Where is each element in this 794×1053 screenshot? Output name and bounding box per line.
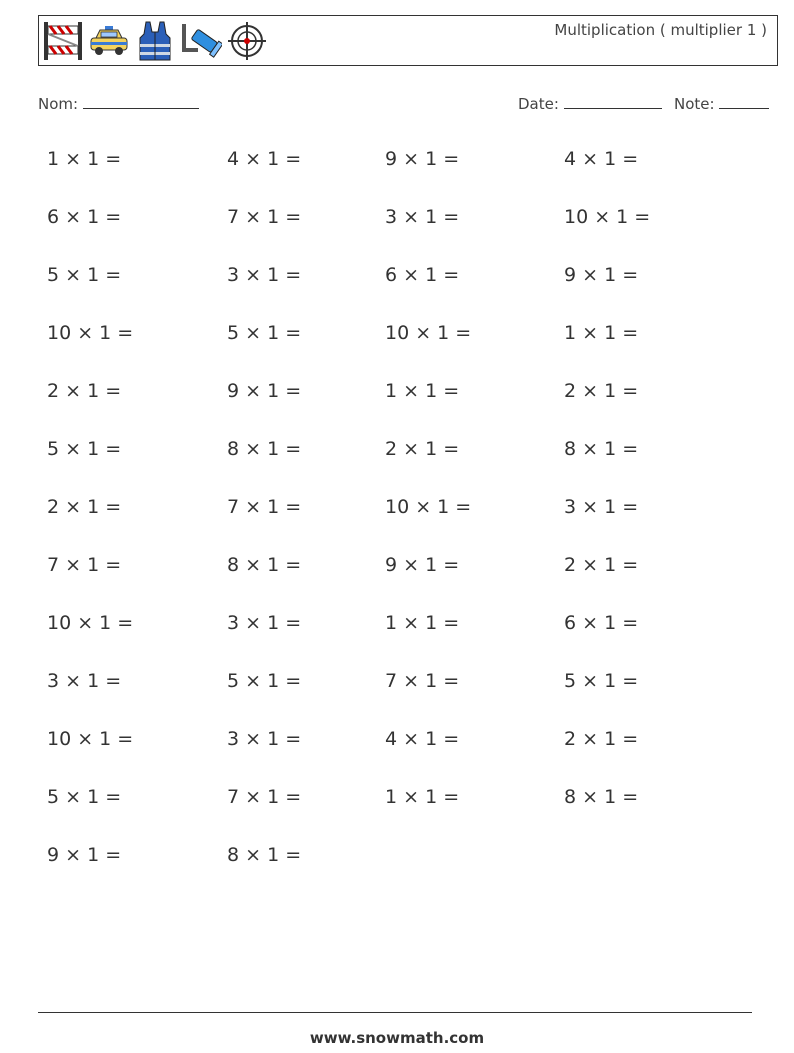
road-barrier-icon	[42, 20, 84, 62]
police-car-icon	[88, 20, 130, 62]
problem-item: 9 × 1 =	[564, 264, 639, 286]
problem-item: 4 × 1 =	[227, 148, 302, 170]
problem-item: 2 × 1 =	[385, 438, 460, 460]
problem-item: 3 × 1 =	[385, 206, 460, 228]
problem-item: 3 × 1 =	[227, 728, 302, 750]
problem-item: 6 × 1 =	[47, 206, 122, 228]
problem-item: 7 × 1 =	[47, 554, 122, 576]
problem-item: 1 × 1 =	[564, 322, 639, 344]
problem-item: 4 × 1 =	[385, 728, 460, 750]
problem-item: 10 × 1 =	[47, 322, 134, 344]
problem-item: 5 × 1 =	[227, 322, 302, 344]
problem-item: 5 × 1 =	[227, 670, 302, 692]
problem-item: 5 × 1 =	[47, 786, 122, 808]
flashlight-icon	[180, 20, 222, 62]
score-field	[674, 94, 769, 113]
footer-url: www.snowmath.com	[309, 1029, 485, 1047]
problem-item: 2 × 1 =	[564, 380, 639, 402]
problem-item: 5 × 1 =	[47, 438, 122, 460]
problem-item: 3 × 1 =	[564, 496, 639, 518]
problem-item: 1 × 1 =	[385, 786, 460, 808]
problem-item: 9 × 1 =	[47, 844, 122, 866]
problem-item: 6 × 1 =	[385, 264, 460, 286]
problem-item: 2 × 1 =	[47, 380, 122, 402]
name-field	[38, 94, 199, 113]
score-label: Note:	[674, 95, 715, 113]
date-label: Date:	[518, 95, 559, 113]
problem-item: 10 × 1 =	[47, 612, 134, 634]
worksheet-header	[38, 15, 778, 66]
crosshair-icon	[226, 20, 268, 62]
problem-item: 7 × 1 =	[227, 496, 302, 518]
problem-item: 2 × 1 =	[47, 496, 122, 518]
problem-item: 8 × 1 =	[564, 786, 639, 808]
problem-item: 4 × 1 =	[564, 148, 639, 170]
date-field	[518, 94, 662, 113]
problem-item: 10 × 1 =	[385, 496, 472, 518]
problem-item: 8 × 1 =	[227, 844, 302, 866]
problem-item: 3 × 1 =	[47, 670, 122, 692]
worksheet-title: Multiplication ( multiplier 1 )	[554, 21, 767, 39]
name-line	[83, 94, 199, 109]
problem-item: 8 × 1 =	[227, 438, 302, 460]
footer-divider	[38, 1012, 752, 1013]
problem-item: 9 × 1 =	[227, 380, 302, 402]
problem-item: 10 × 1 =	[385, 322, 472, 344]
name-label: Nom:	[38, 95, 79, 113]
problem-item: 5 × 1 =	[47, 264, 122, 286]
problem-item: 5 × 1 =	[564, 670, 639, 692]
problem-item: 9 × 1 =	[385, 554, 460, 576]
problem-item: 3 × 1 =	[227, 264, 302, 286]
problem-item: 2 × 1 =	[564, 554, 639, 576]
date-line	[564, 94, 662, 109]
problem-item: 10 × 1 =	[47, 728, 134, 750]
problem-item: 1 × 1 =	[385, 612, 460, 634]
problem-item: 8 × 1 =	[564, 438, 639, 460]
problem-item: 1 × 1 =	[47, 148, 122, 170]
problem-item: 7 × 1 =	[385, 670, 460, 692]
safety-vest-icon	[134, 20, 176, 62]
problem-item: 7 × 1 =	[227, 206, 302, 228]
header-icons	[42, 20, 268, 62]
problem-item: 6 × 1 =	[564, 612, 639, 634]
problem-item: 10 × 1 =	[564, 206, 651, 228]
problem-item: 9 × 1 =	[385, 148, 460, 170]
problem-item: 8 × 1 =	[227, 554, 302, 576]
problem-item: 3 × 1 =	[227, 612, 302, 634]
problem-item: 1 × 1 =	[385, 380, 460, 402]
problem-item: 2 × 1 =	[564, 728, 639, 750]
problem-item: 7 × 1 =	[227, 786, 302, 808]
score-line	[719, 94, 769, 109]
